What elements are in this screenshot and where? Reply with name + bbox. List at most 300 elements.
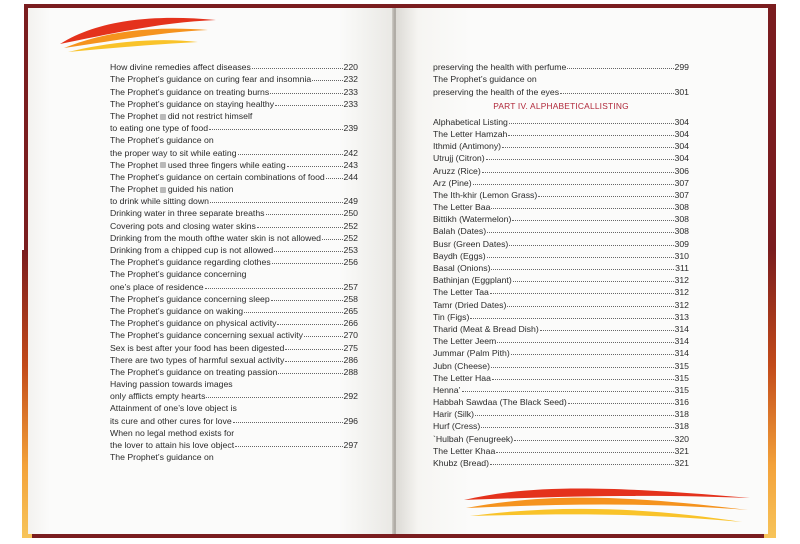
toc-entry-title-text: `Hulbah (Fenugreek): [433, 433, 514, 444]
dot-leader: [490, 464, 673, 465]
toc-entry: [433, 444, 689, 456]
toc-entry-title: [110, 62, 251, 72]
toc-entry-page-number: 257: [343, 281, 358, 292]
toc-entry-title: [433, 178, 472, 188]
toc-entry: [433, 212, 689, 224]
toc-entry: [433, 72, 689, 84]
toc-entry: [110, 109, 358, 121]
toc-entry-page-number: 304: [674, 153, 689, 164]
section-heading-text: PART IV. ALPHABETICALLISTING: [493, 100, 629, 111]
toc-entry-title-text: The Prophet’s guidance on curing fear and insomnia: [110, 74, 312, 85]
dot-leader: [491, 269, 674, 270]
dot-leader: [509, 245, 673, 246]
toc-entry: [433, 84, 689, 96]
toc-entry-title-text: The Prophet: [110, 184, 158, 195]
toc-entry: [433, 407, 689, 419]
toc-entry-title-text: Tharid (Meat & Bread Dish): [433, 323, 539, 334]
toc-entry: [433, 346, 689, 358]
toc-entry-page-number: 306: [674, 165, 689, 176]
toc-entry-title-text: The Prophet’s guidance on: [110, 135, 214, 146]
toc-entry-title-text: Jubn (Cheese): [433, 360, 490, 371]
toc-entry: [433, 297, 689, 309]
toc-entry-title-text: Busr (Green Dates): [433, 238, 509, 249]
toc-entry-title-text: Having passion towards images: [110, 379, 233, 390]
toc-entry-title: [433, 202, 490, 212]
toc-entry-title: [110, 148, 237, 158]
toc-entry-title: [110, 294, 270, 304]
toc-entry: [433, 188, 689, 200]
toc-entry-title: [433, 263, 490, 273]
section-heading: [433, 97, 689, 115]
dot-leader: [274, 251, 342, 252]
toc-entry-page-number: 299: [674, 62, 689, 73]
toc-entry-title: [110, 416, 232, 426]
toc-entry-page-number: 256: [343, 257, 358, 268]
toc-entry-page-number: 308: [674, 226, 689, 237]
toc-entry-title-text: Drinking from the mouth ofthe water skin is not allowed: [110, 232, 322, 243]
toc-entry-title-text: Covering pots and closing water skins: [110, 220, 256, 231]
toc-entry-page-number: 244: [343, 171, 358, 182]
dot-leader: [473, 184, 674, 185]
toc-entry-title: [433, 226, 486, 236]
dot-leader: [502, 147, 673, 148]
flame-swoosh-top-ornament: [58, 14, 218, 54]
toc-entry-title: [110, 282, 204, 292]
toc-entry-page-number: 301: [674, 86, 689, 97]
dot-leader: [487, 257, 674, 258]
toc-entry-page-number: 308: [674, 202, 689, 213]
dot-leader: [209, 129, 342, 130]
toc-entry-title: [433, 275, 512, 285]
toc-entry-title-text: Harir (Silk): [433, 409, 475, 420]
toc-entry: [433, 273, 689, 285]
toc-entry: [433, 151, 689, 163]
toc-entry-title: [110, 367, 277, 377]
dot-leader: [481, 427, 673, 428]
toc-entry-page-number: 275: [343, 342, 358, 353]
toc-entry-title: [433, 446, 495, 456]
toc-entry-title: [110, 245, 273, 255]
toc-entry-title: [110, 379, 233, 389]
toc-entry-title: [433, 421, 480, 431]
salawat-seal-icon: [160, 187, 166, 193]
toc-entry: [433, 456, 689, 468]
toc-entry: [433, 163, 689, 175]
dot-leader: [210, 202, 343, 203]
toc-entry-title-text: The Prophet’s guidance concerning: [110, 269, 247, 280]
toc-entry-title: [433, 348, 510, 358]
toc-entry-page-number: 321: [674, 445, 689, 456]
toc-entry-title-text: Ithmid (Antimony): [433, 141, 502, 152]
toc-entry-title: [433, 434, 513, 444]
toc-entry-title: [110, 196, 209, 206]
toc-entry-title: [433, 87, 559, 97]
toc-entry-page-number: 312: [674, 275, 689, 286]
toc-entry-title-text: The Letter Taa: [433, 287, 489, 298]
toc-entry-page-number: 252: [343, 232, 358, 243]
toc-entry: [110, 267, 358, 279]
toc-entry-title-text: Bittikh (Watermelon): [433, 214, 512, 225]
dot-leader: [470, 318, 673, 319]
dot-leader: [496, 452, 673, 453]
toc-entry-title-text: The Letter Haa: [433, 372, 491, 383]
toc-entry-title: [433, 361, 490, 371]
toc-entry-title: [110, 233, 321, 243]
toc-entry-title-text: only afflicts empty hearts: [110, 391, 206, 402]
toc-entry-title: [433, 324, 539, 334]
toc-entry-page-number: 313: [674, 311, 689, 322]
dot-leader: [257, 227, 343, 228]
dot-leader: [487, 232, 673, 233]
toc-entry-page-number: 233: [343, 86, 358, 97]
toc-entry-title: [433, 385, 461, 395]
toc-entry-page-number: 250: [343, 208, 358, 219]
toc-entry-page-number: 242: [343, 147, 358, 158]
toc-entry: [433, 224, 689, 236]
toc-entry-page-number: 286: [343, 354, 358, 365]
toc-entry: [110, 243, 358, 255]
toc-entry: [433, 431, 689, 443]
toc-entry-title: [433, 62, 566, 72]
toc-entry: [433, 236, 689, 248]
toc-entry: [110, 170, 358, 182]
toc-entry-title: [110, 184, 234, 194]
dot-leader: [540, 330, 674, 331]
toc-entry-page-number: 318: [674, 421, 689, 432]
toc-entry-title: [433, 153, 485, 163]
toc-entry-title-text: preserving the health with perfume: [433, 62, 567, 73]
toc-entry-page-number: 258: [343, 293, 358, 304]
dot-leader: [271, 300, 343, 301]
toc-entry-page-number: 304: [674, 128, 689, 139]
toc-entry-page-number: 312: [674, 299, 689, 310]
dot-leader: [538, 196, 673, 197]
toc-entry-page-number: 308: [674, 214, 689, 225]
toc-entry-title-text: The Prophet: [110, 110, 158, 121]
toc-entry-page-number: 307: [674, 189, 689, 200]
toc-entry-title-text: The Letter Khaa: [433, 445, 496, 456]
toc-entry-title: [110, 306, 243, 316]
toc-entry-title-text: Balah (Dates): [433, 226, 487, 237]
toc-entry-title-text: Bathinjan (Eggplant): [433, 275, 512, 286]
toc-entry-title-text: Khubz (Bread): [433, 458, 490, 468]
toc-entry: [110, 304, 358, 316]
toc-entry-title: [110, 428, 234, 438]
dot-leader: [486, 159, 674, 160]
toc-entry-title: [433, 251, 486, 261]
toc-entry: [110, 426, 358, 438]
dot-leader: [270, 93, 342, 94]
toc-entry-title: [433, 287, 489, 297]
toc-entry-page-number: 321: [674, 458, 689, 468]
toc-entry-page-number: 296: [343, 415, 358, 426]
dot-leader: [560, 93, 673, 94]
toc-entry-title: [433, 373, 491, 383]
toc-entry-page-number: 220: [343, 62, 358, 73]
dot-leader: [567, 68, 673, 69]
toc-entry: [110, 438, 358, 450]
toc-entry: [110, 206, 358, 218]
toc-entry: [433, 419, 689, 431]
flame-swoosh-bottom-ornament: [462, 482, 752, 528]
toc-entry: [433, 261, 689, 273]
toc-entry: [433, 371, 689, 383]
dot-leader: [326, 178, 343, 179]
toc-entry-title: [110, 111, 252, 121]
toc-entry-title-continuation: used three fingers while eating: [167, 159, 286, 170]
toc-entry-title-text: How divine remedies affect diseases: [110, 62, 251, 73]
toc-entry-title: [110, 391, 205, 401]
toc-entry-title: [433, 129, 507, 139]
toc-entry-page-number: 249: [343, 196, 358, 207]
toc-entry-title: [110, 172, 325, 182]
toc-entry-title-text: The Ith-khir (Lemon Grass): [433, 189, 538, 200]
toc-entry: [433, 395, 689, 407]
toc-entry: [110, 231, 358, 243]
toc-entry-title-text: The Prophet’s guidance concerning sexual activity: [110, 330, 304, 341]
dot-leader: [235, 446, 342, 447]
toc-entry-page-number: 314: [674, 348, 689, 359]
toc-entry: [110, 255, 358, 267]
dot-leader: [275, 105, 342, 106]
toc-entry: [110, 194, 358, 206]
dot-leader: [238, 154, 343, 155]
toc-entry-page-number: 315: [674, 372, 689, 383]
toc-entry-title-text: Drinking from a chipped cup is not allowed: [110, 245, 274, 255]
toc-entry-title: [110, 74, 311, 84]
toc-entry-title-text: The Prophet’s guidance on staying healthy: [110, 98, 275, 109]
toc-entry-page-number: 311: [675, 263, 689, 273]
toc-entry-page-number: 233: [343, 98, 358, 109]
toc-entry-title-text: There are two types of harmful sexual activity: [110, 354, 285, 365]
toc-entry-title: [110, 208, 265, 218]
toc-entry-page-number: 239: [343, 123, 358, 134]
toc-entry-page-number: 314: [674, 336, 689, 347]
toc-entry-title-text: The Letter Hamzah: [433, 128, 508, 139]
toc-entry-title: [433, 214, 511, 224]
toc-entry: [433, 334, 689, 346]
dot-leader: [514, 440, 673, 441]
toc-entry-title-text: its cure and other cures for love: [110, 415, 232, 426]
toc-entry-page-number: 253: [343, 245, 358, 255]
toc-entry-page-number: 318: [674, 409, 689, 420]
toc-entry: [110, 377, 358, 389]
toc-entry: [110, 97, 358, 109]
toc-entry: [433, 285, 689, 297]
toc-entry-title: [110, 123, 208, 133]
toc-entry-title-text: Arz (Pine): [433, 177, 472, 188]
toc-entry: [433, 249, 689, 261]
toc-entry-page-number: 243: [343, 159, 358, 170]
toc-entry-title: [433, 409, 474, 419]
toc-entry-title-text: Tamr (Dried Dates): [433, 299, 507, 310]
dot-leader: [482, 172, 674, 173]
toc-entry-title-text: The Letter Jeem: [433, 336, 497, 347]
toc-entry-title: [110, 221, 256, 231]
toc-entry-title-text: The Prophet’s guidance regarding clothes: [110, 257, 271, 268]
toc-entry-title-text: The Letter Baa: [433, 202, 491, 213]
dot-leader: [511, 354, 674, 355]
toc-entry-title-text: Sex is best after your food has been digested: [110, 342, 285, 353]
toc-entry-title: [110, 343, 284, 353]
toc-entry: [433, 60, 689, 72]
toc-entry-title: [110, 440, 234, 450]
toc-entry: [433, 383, 689, 395]
toc-entry-title-continuation: did not restrict himself: [167, 110, 253, 121]
dot-leader: [475, 415, 673, 416]
dot-leader: [252, 68, 343, 69]
toc-entry-title: [110, 403, 237, 413]
toc-entry-title-text: Utrujj (Citron): [433, 153, 485, 164]
toc-entry-title: [433, 458, 489, 468]
toc-entry: [110, 413, 358, 425]
toc-entry: [433, 322, 689, 334]
dot-leader: [462, 391, 674, 392]
toc-entry-page-number: 265: [343, 305, 358, 316]
dot-leader: [266, 214, 343, 215]
toc-entry: [110, 316, 358, 328]
toc-entry: [110, 133, 358, 145]
dot-leader: [491, 367, 674, 368]
dot-leader: [568, 403, 674, 404]
toc-entry-title: [433, 166, 481, 176]
toc-entry-title: [110, 135, 214, 145]
toc-entry-title: [110, 87, 269, 97]
toc-entry-title: [433, 312, 469, 322]
toc-entry-title-text: Alphabetical Listing: [433, 116, 508, 127]
toc-entry: [110, 218, 358, 230]
toc-entry-title: [433, 239, 508, 249]
dot-leader: [491, 208, 673, 209]
salawat-seal-icon: [160, 114, 166, 120]
dot-leader: [509, 123, 674, 124]
toc-entry-title: [110, 355, 284, 365]
toc-entry: [110, 158, 358, 170]
toc-entry-title-text: The Prophet’s guidance on: [110, 452, 214, 463]
toc-entry-title-continuation: guided his nation: [167, 184, 234, 195]
toc-entry-title-text: The Prophet’s guidance on: [433, 74, 537, 85]
dot-leader: [205, 288, 343, 289]
toc-entry-title-text: Basal (Onions): [433, 263, 491, 273]
toc-entry-title-text: to drink while sitting down: [110, 196, 209, 207]
toc-entry-title-text: Jummar (Palm Pith): [433, 348, 510, 359]
toc-entry-title: [433, 336, 496, 346]
toc-entry-title: [110, 452, 214, 462]
dot-leader: [244, 312, 342, 313]
toc-entry-title-text: the proper way to sit while eating: [110, 147, 237, 158]
toc-entry-page-number: 297: [343, 440, 358, 450]
toc-entry-title-text: Baydh (Eggs): [433, 250, 486, 261]
dot-leader: [507, 306, 673, 307]
dot-leader: [322, 239, 342, 240]
toc-entry-title: [110, 257, 271, 267]
toc-entry: [433, 115, 689, 127]
toc-entry-title: [433, 397, 567, 407]
toc-entry-page-number: 304: [674, 116, 689, 127]
toc-entry-page-number: 315: [674, 360, 689, 371]
toc-entry-title-text: preserving the health of the eyes: [433, 86, 560, 97]
toc-entry-title: [433, 141, 501, 151]
toc-entry: [433, 139, 689, 151]
toc-entry-title-text: The Prophet’s guidance on treating burns: [110, 86, 270, 97]
dot-leader: [285, 349, 342, 350]
toc-entry-page-number: 312: [674, 287, 689, 298]
toc-entry-title-text: to eating one type of food: [110, 123, 209, 134]
toc-entry-page-number: 270: [343, 330, 358, 341]
toc-entry-page-number: 266: [343, 318, 358, 329]
toc-entry: [110, 84, 358, 96]
toc-entry-title-text: When no legal method exists for: [110, 427, 235, 438]
dot-leader: [312, 80, 342, 81]
toc-entry-title-text: Aruzz (Rice): [433, 165, 481, 176]
toc-entry: [110, 450, 358, 462]
toc-entry-page-number: 304: [674, 141, 689, 152]
toc-entry-page-number: 316: [674, 397, 689, 408]
toc-entry: [433, 358, 689, 370]
dot-leader: [490, 293, 674, 294]
dot-leader: [277, 324, 342, 325]
toc-entry-title: [110, 330, 303, 340]
toc-entry-page-number: 307: [674, 177, 689, 188]
toc-entry-title-text: The Prophet’s guidance concerning sleep: [110, 293, 270, 304]
dot-leader: [512, 220, 673, 221]
dot-leader: [206, 397, 342, 398]
dot-leader: [492, 379, 674, 380]
left-table-of-contents: [110, 60, 358, 462]
dot-leader: [497, 342, 673, 343]
toc-entry-title: [433, 117, 508, 127]
toc-entry-title-text: Hurf (Cress): [433, 421, 481, 432]
toc-entry-title-text: one’s place of residence: [110, 281, 204, 292]
toc-entry-title-text: The Prophet: [110, 159, 158, 170]
toc-entry-title-text: Drinking water in three separate breaths: [110, 208, 265, 219]
toc-entry-page-number: 252: [343, 220, 358, 231]
toc-entry: [110, 121, 358, 133]
toc-entry-page-number: 314: [674, 323, 689, 334]
toc-entry-page-number: 288: [343, 366, 358, 377]
toc-entry-title: [433, 300, 506, 310]
toc-entry-title-text: Habbah Sawdaa (The Black Seed): [433, 397, 567, 408]
dot-leader: [285, 361, 342, 362]
toc-entry: [110, 353, 358, 365]
dot-leader: [304, 336, 342, 337]
dot-leader: [233, 422, 343, 423]
toc-entry: [433, 200, 689, 212]
toc-entry-title: [433, 74, 537, 84]
toc-entry-title-text: The Prophet’s guidance on waking: [110, 305, 244, 316]
toc-entry: [110, 340, 358, 352]
toc-entry: [110, 279, 358, 291]
toc-entry: [110, 292, 358, 304]
toc-entry: [110, 145, 358, 157]
dot-leader: [272, 263, 343, 264]
toc-entry: [433, 127, 689, 139]
toc-entry-title: [433, 190, 537, 200]
toc-entry: [110, 328, 358, 340]
toc-entry: [110, 72, 358, 84]
toc-entry-title: [110, 269, 247, 279]
right-table-of-contents: [433, 60, 689, 468]
toc-entry-page-number: 309: [674, 238, 689, 249]
dot-leader: [508, 135, 673, 136]
toc-entry-title-text: The Prophet’s guidance on treating passion: [110, 366, 278, 377]
toc-entry: [110, 389, 358, 401]
toc-entry-title: [110, 160, 286, 170]
dot-leader: [278, 373, 342, 374]
toc-entry-title-text: The Prophet’s guidance on physical activity: [110, 318, 277, 329]
toc-entry: [110, 182, 358, 194]
toc-entry-title-text: Tin (Figs): [433, 311, 470, 322]
